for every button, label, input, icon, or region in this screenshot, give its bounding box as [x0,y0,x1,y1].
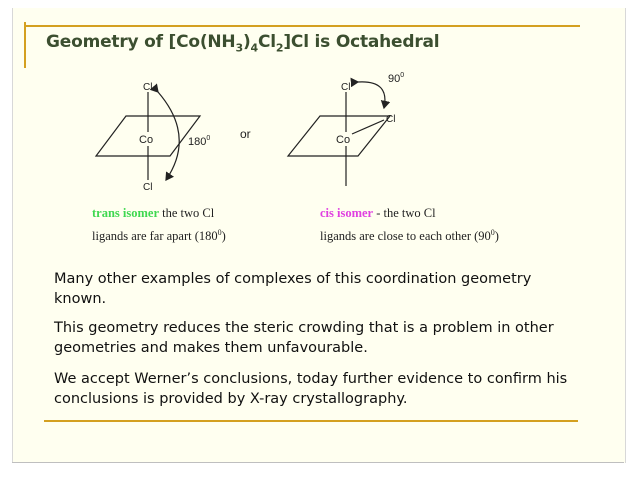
cis-angle-label: $90^0$ [388,72,405,85]
cis-side-cl: Cl [386,114,396,125]
bottom-accent-rule [44,420,578,422]
trans-isomer-label: trans isomer [92,206,159,220]
paragraph-3: We accept Werner’s conclusions, today further evidence to confirm his conclusions is provided by X-ray crystallography. [54,371,568,407]
trans-top-cl: Cl [143,82,153,93]
cis-center-co: Co [336,134,351,146]
trans-angle-arrow [158,92,179,180]
cis-structure [288,72,404,186]
trans-structure [96,82,210,193]
cis-top-cl: Cl [341,82,351,93]
trans-angle-label: $180^0$ [188,135,211,148]
trans-bottom-cl: Cl [143,182,153,193]
paragraph-2: This geometry reduces the steric crowding that is a problem in other geometries and makes them unfavourable. [54,320,554,356]
paragraph-1: Many other examples of complexes of this coordination geometry known. [54,271,532,307]
cis-isomer-label: cis isomer [320,206,374,220]
cis-angle-arrow [358,82,385,108]
or-label: or [240,127,251,141]
trans-caption: trans isomer the two Cl ligands are far apart $(180^0)$ [92,206,226,244]
page-title: Geometry of $[Co(NH_3)_4Cl_2]Cl$ is Octahedral [46,32,440,55]
cis-bond-side [352,120,384,134]
cis-caption: cis isomer - the two Cl ligands are close to each other $(90^0)$ [320,206,499,244]
trans-center-co: Co [139,134,154,146]
